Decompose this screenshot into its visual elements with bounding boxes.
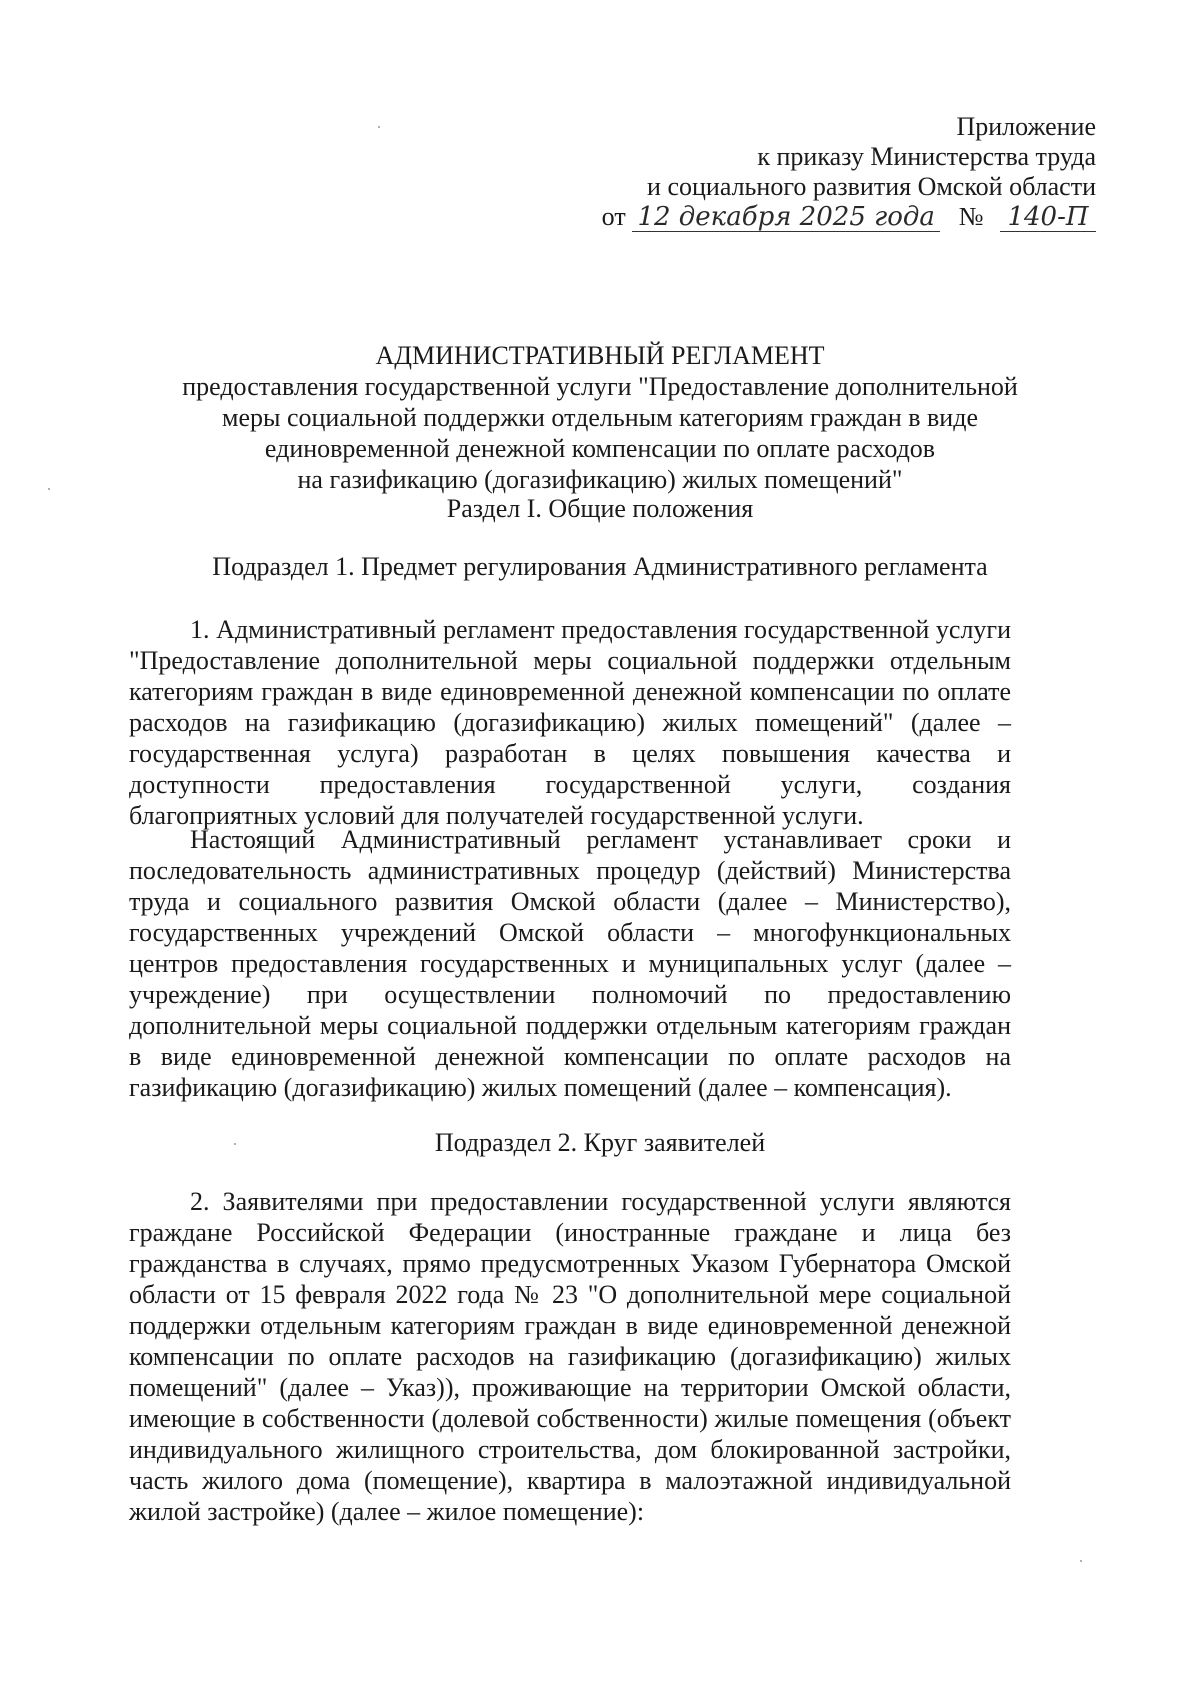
scan-speck: [234, 1143, 236, 1145]
appendix-date-number-line: [476, 202, 1096, 232]
from-label: от: [601, 202, 626, 231]
document-title: АДМИНИСТРАТИВНЫЙ РЕГЛАМЕНТ: [375, 341, 825, 370]
document-subtitle-line-4: на газификацию (догазификацию) жилых помещений": [297, 465, 903, 494]
document-subtitle-line-2: меры социальной поддержки отдельным категориям граждан в виде: [222, 403, 978, 432]
document-subtitle-line-3: единовременной денежной компенсации по оплате расходов: [264, 434, 936, 463]
appendix-ministry-line: и социального развития Омской области: [647, 172, 1096, 201]
scan-speck: [1080, 1560, 1082, 1562]
handwritten-date: 12 декабря 2025 года: [632, 203, 940, 232]
subsection-2-heading: Подраздел 2. Круг заявителей: [434, 1128, 766, 1157]
subsection-1-heading: Подраздел 1. Предмет регулирования Административного регламента: [212, 552, 988, 581]
document-subtitle-line-1: предоставления государственной услуги "Предоставление дополнительной: [182, 372, 1018, 401]
appendix-title: Приложение: [956, 112, 1096, 141]
subsection-2-paragraph-1: 2. Заявителями при предоставлении государственной услуги являются граждане Российской Федерации (иностранные граждане и лица без гражданства в случаях, прямо предусмотренных Указом Губернатора Омской области от 15 февраля 2022 года № 23 "О дополнительной мере социальной поддержки отдельным категориям граждан в виде единовременной денежной компенсации по оплате расходов на газификацию (догазификацию) жилых помещений" (далее – Указ)), проживающие на территории Омской области, имеющие в собственности (долевой собственности) жилые помещения (объект индивидуального жилищного строительства, дом блокированной застройки, часть жилого дома (помещение), квартира в малоэтажной индивидуальной жилой застройке) (далее – жилое помещение):: [129, 1187, 1011, 1526]
number-label: №: [958, 202, 984, 231]
appendix-order-line: к приказу Министерства труда: [757, 142, 1096, 171]
subsection-1-paragraph-1: 1. Административный регламент предоставления государственной услуги "Предоставление дополнительной меры социальной поддержки отдельным категориям граждан в виде единовременной денежной компенсации по оплате расходов на газификацию (догазификацию) жилых помещений" (далее – государственная услуга) разработан в целях повышения качества и доступности предоставления государственной услуги, создания благоприятных условий для получателей государственной услуги.: [129, 615, 1011, 830]
subsection-1-paragraph-2: Настоящий Административный регламент устанавливает сроки и последовательность административных процедур (действий) Министерства труда и социального развития Омской области (далее – Министерство), государственных учреждений Омской области – многофункциональных центров предоставления государственных и муниципальных услуг (далее – учреждение) при осуществлении полномочий по предоставлению дополнительной меры социальной поддержки отдельным категориям граждан в виде единовременной денежной компенсации по оплате расходов на газификацию (догазификацию) жилых помещений (далее – компенсация).: [129, 825, 1011, 1102]
section-1-heading: Раздел I. Общие положения: [446, 494, 754, 523]
regulation-title-block: [110, 340, 1090, 495]
handwritten-number: 140-П: [1000, 203, 1096, 232]
appendix-block: [476, 112, 1096, 232]
scan-speck: [48, 488, 50, 490]
scan-speck: [378, 126, 380, 128]
